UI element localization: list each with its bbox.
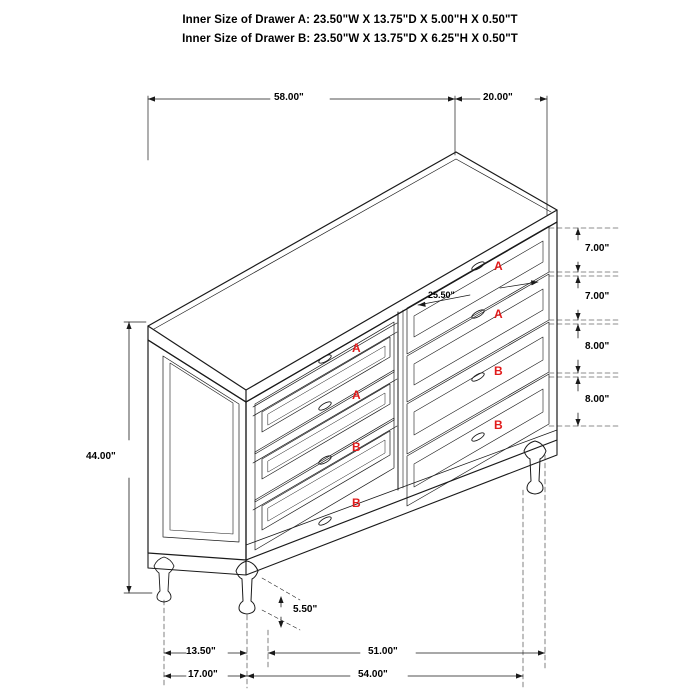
dim-overall-height: 44.00" <box>86 451 116 462</box>
drawer-a-spec-text: Inner Size of Drawer A: 23.50"W X 13.75"D X 5.00"H X 0.50"T <box>182 14 518 26</box>
drawer-label-left-3: B <box>352 440 361 454</box>
drawer-label-right-4: B <box>494 418 503 432</box>
dim-top-depth: 20.00" <box>483 92 513 103</box>
dim-bottom-left-outer: 17.00" <box>188 669 218 680</box>
dim-right-3: 8.00" <box>585 341 610 352</box>
dim-right-4: 8.00" <box>585 394 610 405</box>
dim-bottom-total: 54.00" <box>358 669 388 680</box>
drawer-label-right-3: B <box>494 364 503 378</box>
dim-top-width: 58.00" <box>274 92 304 103</box>
dim-bottom-left-inner: 13.50" <box>186 646 216 657</box>
drawer-label-left-2: A <box>352 388 361 402</box>
dim-right-2: 7.00" <box>585 291 610 302</box>
dim-drawer-inner-width: 25.50" <box>428 290 455 300</box>
drawer-label-right-1: A <box>494 259 503 273</box>
dim-bottom-mid: 51.00" <box>368 646 398 657</box>
drawer-label-left-4: B <box>352 496 361 510</box>
drawer-b-spec-text: Inner Size of Drawer B: 23.50"W X 13.75"D X 6.25"H X 0.50"T <box>182 33 518 45</box>
dim-right-1: 7.00" <box>585 243 610 254</box>
drawer-label-left-1: A <box>352 341 361 355</box>
drawer-label-right-2: A <box>494 307 503 321</box>
dim-leg-height: 5.50" <box>293 604 318 615</box>
